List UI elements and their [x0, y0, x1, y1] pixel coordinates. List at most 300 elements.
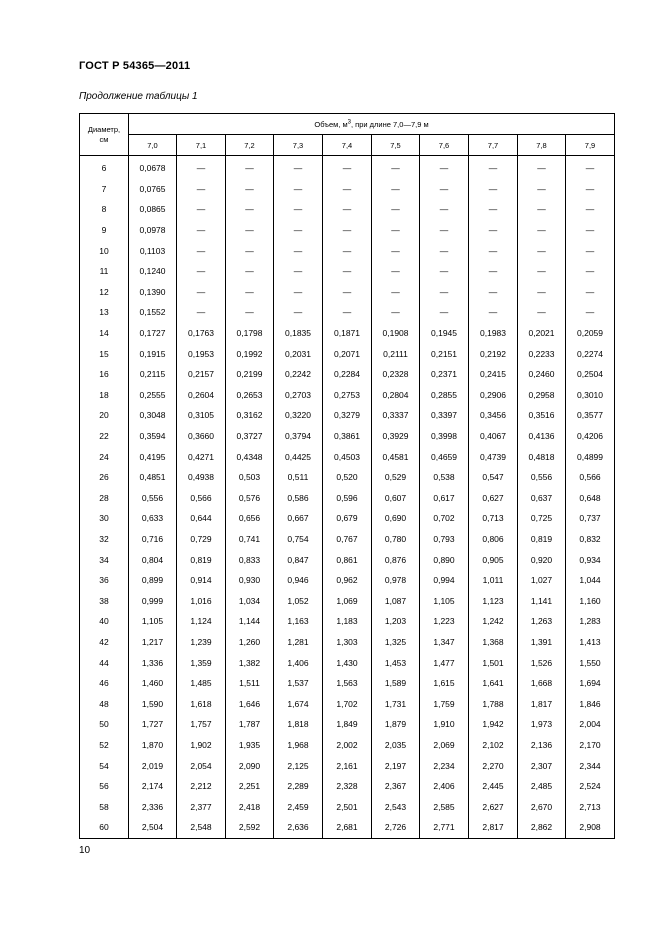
table-row: [80, 776, 615, 797]
diameter-cell: 22: [80, 426, 129, 447]
volume-cell: 0,905: [469, 549, 518, 570]
volume-cell: 0,547: [469, 467, 518, 488]
volume-cell: 0,656: [226, 508, 274, 529]
volume-cell: 0,4581: [372, 446, 420, 467]
volume-cell: 2,627: [469, 796, 518, 817]
volume-cell: 0,994: [420, 570, 469, 591]
volume-cell: 0,1552: [129, 302, 177, 323]
volume-cell: 0,713: [469, 508, 518, 529]
volume-cell: 0,806: [469, 529, 518, 550]
volume-cell: 1,788: [469, 693, 518, 714]
table-row: [80, 323, 615, 344]
volume-cell: 0,4195: [129, 446, 177, 467]
volume-cell: 0,999: [129, 590, 177, 611]
length-header-cell: 7,7: [469, 135, 518, 156]
volume-cell: 0,556: [129, 488, 177, 509]
volume-cell: 2,585: [420, 796, 469, 817]
volume-cell: 1,818: [274, 714, 323, 735]
volume-cell: —: [518, 282, 566, 303]
volume-cell: 0,4271: [177, 446, 226, 467]
table-row: [80, 611, 615, 632]
volume-cell: —: [469, 282, 518, 303]
volume-cell: 1,203: [372, 611, 420, 632]
table-row: [80, 364, 615, 385]
length-header-cell: 7,9: [566, 135, 615, 156]
volume-cell: —: [420, 220, 469, 241]
volume-cell: —: [323, 282, 372, 303]
volume-cell: 2,636: [274, 817, 323, 838]
volume-cell: 0,520: [323, 467, 372, 488]
volume-cell: 2,543: [372, 796, 420, 817]
volume-cell: —: [323, 179, 372, 200]
volume-cell: 0,3456: [469, 405, 518, 426]
volume-cell: 0,934: [566, 549, 615, 570]
volume-cell: 0,3929: [372, 426, 420, 447]
volume-cell: 0,1390: [129, 282, 177, 303]
table-row: [80, 426, 615, 447]
diameter-cell: 9: [80, 220, 129, 241]
volume-cell: 1,849: [323, 714, 372, 735]
volume-cell: 0,2604: [177, 385, 226, 406]
diameter-cell: 24: [80, 446, 129, 467]
table-row: [80, 529, 615, 550]
volume-cell: 1,702: [323, 693, 372, 714]
volume-cell: 2,501: [323, 796, 372, 817]
volume-cell: 0,538: [420, 467, 469, 488]
volume-cell: 1,260: [226, 632, 274, 653]
volume-cell: 0,1983: [469, 323, 518, 344]
volume-cell: —: [469, 240, 518, 261]
length-header-cell: 7,5: [372, 135, 420, 156]
diameter-cell: 32: [80, 529, 129, 550]
volume-cell: 0,1763: [177, 323, 226, 344]
volume-cell: 2,136: [518, 735, 566, 756]
volume-cell: 1,910: [420, 714, 469, 735]
volume-cell: 1,846: [566, 693, 615, 714]
table-row: [80, 385, 615, 406]
volume-cell: 2,197: [372, 755, 420, 776]
volume-cell: —: [420, 156, 469, 179]
volume-cell: —: [566, 220, 615, 241]
volume-cell: 0,1103: [129, 240, 177, 261]
volume-cell: 0,3594: [129, 426, 177, 447]
volume-cell: —: [420, 261, 469, 282]
volume-cell: —: [372, 199, 420, 220]
volume-cell: 2,771: [420, 817, 469, 838]
volume-cell: 2,174: [129, 776, 177, 797]
volume-header-sup: 3: [347, 119, 351, 125]
volume-cell: —: [518, 220, 566, 241]
diameter-header: [80, 114, 129, 156]
volume-cell: 2,592: [226, 817, 274, 838]
table-row: [80, 549, 615, 570]
diameter-cell: 12: [80, 282, 129, 303]
volume-cell: —: [177, 199, 226, 220]
table-row: [80, 570, 615, 591]
volume-cell: 0,1908: [372, 323, 420, 344]
volume-cell: —: [372, 156, 420, 179]
volume-cell: —: [177, 302, 226, 323]
diameter-cell: 42: [80, 632, 129, 653]
volume-cell: 0,930: [226, 570, 274, 591]
table-row: [80, 179, 615, 200]
volume-cell: 0,3861: [323, 426, 372, 447]
volume-cell: 1,759: [420, 693, 469, 714]
volume-cell: —: [226, 199, 274, 220]
volume-cell: 1,618: [177, 693, 226, 714]
volume-cell: 2,908: [566, 817, 615, 838]
volume-cell: 0,962: [323, 570, 372, 591]
volume-cell: 1,141: [518, 590, 566, 611]
volume-cell: 1,263: [518, 611, 566, 632]
volume-cell: —: [566, 282, 615, 303]
volume-cell: 0,3048: [129, 405, 177, 426]
volume-cell: —: [566, 240, 615, 261]
volume-cell: 2,251: [226, 776, 274, 797]
volume-cell: 1,589: [372, 673, 420, 694]
volume-cell: 0,2504: [566, 364, 615, 385]
volume-cell: 1,144: [226, 611, 274, 632]
volume-cell: —: [566, 261, 615, 282]
volume-cell: 2,504: [129, 817, 177, 838]
volume-cell: 0,3727: [226, 426, 274, 447]
volume-cell: 1,052: [274, 590, 323, 611]
volume-cell: 0,725: [518, 508, 566, 529]
volume-cell: 2,336: [129, 796, 177, 817]
volume-cell: —: [274, 220, 323, 241]
volume-cell: 0,3279: [323, 405, 372, 426]
volume-cell: —: [274, 282, 323, 303]
volume-cell: 0,4067: [469, 426, 518, 447]
table-row: [80, 817, 615, 838]
volume-cell: 1,537: [274, 673, 323, 694]
volume-cell: 0,586: [274, 488, 323, 509]
volume-cell: 0,890: [420, 549, 469, 570]
volume-cell: 0,3397: [420, 405, 469, 426]
volume-cell: 2,862: [518, 817, 566, 838]
volume-cell: 0,2958: [518, 385, 566, 406]
volume-cell: 0,914: [177, 570, 226, 591]
volume-cell: —: [469, 199, 518, 220]
volume-cell: 1,727: [129, 714, 177, 735]
volume-cell: —: [226, 282, 274, 303]
volume-cell: 0,920: [518, 549, 566, 570]
volume-cell: 2,054: [177, 755, 226, 776]
table-row: [80, 282, 615, 303]
volume-cell: 1,694: [566, 673, 615, 694]
volume-cell: 1,391: [518, 632, 566, 653]
diameter-cell: 16: [80, 364, 129, 385]
volume-cell: —: [372, 302, 420, 323]
volume-cell: 0,0765: [129, 179, 177, 200]
volume-cell: 2,524: [566, 776, 615, 797]
volume-cell: —: [323, 261, 372, 282]
volume-cell: 1,477: [420, 652, 469, 673]
volume-cell: 0,667: [274, 508, 323, 529]
volume-cell: 1,668: [518, 673, 566, 694]
volume-cell: 0,2242: [274, 364, 323, 385]
volume-cell: 2,090: [226, 755, 274, 776]
volume-cell: 0,0865: [129, 199, 177, 220]
volume-cell: 1,430: [323, 652, 372, 673]
volume-cell: 0,861: [323, 549, 372, 570]
volume-cell: 1,646: [226, 693, 274, 714]
volume-cell: 2,713: [566, 796, 615, 817]
volume-cell: 2,344: [566, 755, 615, 776]
volume-cell: —: [274, 302, 323, 323]
volume-cell: 0,3516: [518, 405, 566, 426]
diameter-cell: 30: [80, 508, 129, 529]
volume-cell: 0,503: [226, 467, 274, 488]
volume-cell: 1,105: [420, 590, 469, 611]
volume-cell: —: [226, 302, 274, 323]
volume-cell: 0,2371: [420, 364, 469, 385]
volume-cell: —: [469, 156, 518, 179]
volume-cell: 1,935: [226, 735, 274, 756]
volume-cell: 1,973: [518, 714, 566, 735]
volume-cell: —: [274, 156, 323, 179]
volume-cell: 0,2233: [518, 343, 566, 364]
volume-cell: —: [372, 240, 420, 261]
volume-cell: 0,4851: [129, 467, 177, 488]
volume-cell: 0,4136: [518, 426, 566, 447]
volume-cell: 1,563: [323, 673, 372, 694]
volume-cell: —: [226, 179, 274, 200]
volume-cell: 2,307: [518, 755, 566, 776]
volume-cell: 1,942: [469, 714, 518, 735]
volume-header: [129, 114, 615, 135]
diameter-cell: 56: [80, 776, 129, 797]
table-row: [80, 632, 615, 653]
volume-cell: 1,124: [177, 611, 226, 632]
volume-cell: 0,3660: [177, 426, 226, 447]
volume-cell: 2,170: [566, 735, 615, 756]
volume-cell: 2,681: [323, 817, 372, 838]
volume-cell: 0,2906: [469, 385, 518, 406]
volume-cell: 0,2021: [518, 323, 566, 344]
table-row: [80, 508, 615, 529]
volume-cell: 1,217: [129, 632, 177, 653]
volume-cell: 0,2703: [274, 385, 323, 406]
volume-cell: 1,590: [129, 693, 177, 714]
volume-cell: 1,242: [469, 611, 518, 632]
volume-cell: 1,283: [566, 611, 615, 632]
volume-cell: 0,0978: [129, 220, 177, 241]
volume-cell: 0,737: [566, 508, 615, 529]
volume-cell: —: [469, 179, 518, 200]
volume-cell: 1,460: [129, 673, 177, 694]
volume-cell: 1,511: [226, 673, 274, 694]
diameter-cell: 40: [80, 611, 129, 632]
volume-cell: 2,069: [420, 735, 469, 756]
volume-cell: 0,633: [129, 508, 177, 529]
volume-cell: 2,161: [323, 755, 372, 776]
volume-cell: —: [372, 261, 420, 282]
volume-cell: 0,1915: [129, 343, 177, 364]
volume-cell: 0,690: [372, 508, 420, 529]
volume-cell: 0,2031: [274, 343, 323, 364]
volume-cell: 0,2284: [323, 364, 372, 385]
volume-cell: 1,087: [372, 590, 420, 611]
volume-cell: —: [566, 156, 615, 179]
diameter-cell: 13: [80, 302, 129, 323]
volume-cell: 0,2192: [469, 343, 518, 364]
document-title: ГОСТ Р 54365—2011: [79, 60, 191, 72]
volume-cell: —: [323, 220, 372, 241]
table-row: [80, 261, 615, 282]
volume-cell: 0,2157: [177, 364, 226, 385]
volume-cell: 1,044: [566, 570, 615, 591]
volume-cell: 2,212: [177, 776, 226, 797]
diameter-cell: 6: [80, 156, 129, 179]
volume-cell: —: [226, 156, 274, 179]
volume-cell: 0,556: [518, 467, 566, 488]
volume-cell: —: [274, 179, 323, 200]
volume-cell: 0,2071: [323, 343, 372, 364]
volume-cell: 0,607: [372, 488, 420, 509]
volume-cell: 1,105: [129, 611, 177, 632]
volume-cell: 2,102: [469, 735, 518, 756]
volume-header-post: , при длине 7,0—7,9 м: [351, 119, 429, 129]
volume-cell: 1,368: [469, 632, 518, 653]
volume-cell: 0,978: [372, 570, 420, 591]
volume-cell: 2,670: [518, 796, 566, 817]
volume-cell: —: [274, 240, 323, 261]
table-row: [80, 735, 615, 756]
volume-cell: 2,817: [469, 817, 518, 838]
volume-cell: —: [469, 302, 518, 323]
volume-cell: 1,674: [274, 693, 323, 714]
table-row: [80, 240, 615, 261]
table-row: [80, 302, 615, 323]
volume-cell: 0,804: [129, 549, 177, 570]
volume-cell: —: [372, 220, 420, 241]
table-row: [80, 755, 615, 776]
volume-cell: 2,270: [469, 755, 518, 776]
volume-cell: 2,726: [372, 817, 420, 838]
volume-cell: —: [226, 220, 274, 241]
length-header-cell: 7,2: [226, 135, 274, 156]
volume-cell: —: [323, 199, 372, 220]
volume-cell: —: [372, 179, 420, 200]
volume-cell: —: [274, 261, 323, 282]
volume-cell: 0,3220: [274, 405, 323, 426]
volume-cell: 0,648: [566, 488, 615, 509]
volume-cell: —: [420, 199, 469, 220]
volume-cell: 0,832: [566, 529, 615, 550]
diameter-cell: 38: [80, 590, 129, 611]
diameter-cell: 36: [80, 570, 129, 591]
volume-cell: 0,729: [177, 529, 226, 550]
volume-cell: —: [518, 179, 566, 200]
volume-cell: 2,004: [566, 714, 615, 735]
volume-cell: 0,637: [518, 488, 566, 509]
volume-cell: 0,4739: [469, 446, 518, 467]
diameter-header-line2: см: [99, 134, 109, 144]
volume-cell: —: [469, 220, 518, 241]
volume-cell: —: [177, 240, 226, 261]
length-header-cell: 7,0: [129, 135, 177, 156]
volume-cell: 0,2274: [566, 343, 615, 364]
volume-cell: 1,027: [518, 570, 566, 591]
table-row: [80, 343, 615, 364]
volume-cell: 2,289: [274, 776, 323, 797]
table-row: [80, 673, 615, 694]
volume-cell: 2,377: [177, 796, 226, 817]
table-row: [80, 714, 615, 735]
diameter-cell: 50: [80, 714, 129, 735]
diameter-cell: 20: [80, 405, 129, 426]
volume-cell: 0,2059: [566, 323, 615, 344]
volume-cell: 2,019: [129, 755, 177, 776]
volume-cell: 1,501: [469, 652, 518, 673]
volume-cell: 0,1945: [420, 323, 469, 344]
volume-cell: 1,016: [177, 590, 226, 611]
volume-cell: 0,576: [226, 488, 274, 509]
volume-cell: 0,819: [177, 549, 226, 570]
volume-cell: 0,2804: [372, 385, 420, 406]
volume-cell: —: [177, 179, 226, 200]
diameter-cell: 8: [80, 199, 129, 220]
volume-cell: 1,485: [177, 673, 226, 694]
volume-cell: 0,566: [566, 467, 615, 488]
table-row: [80, 446, 615, 467]
diameter-cell: 15: [80, 343, 129, 364]
volume-cell: 1,406: [274, 652, 323, 673]
volume-cell: —: [274, 199, 323, 220]
diameter-cell: 10: [80, 240, 129, 261]
volume-cell: 1,034: [226, 590, 274, 611]
volume-cell: —: [323, 240, 372, 261]
volume-cell: 1,879: [372, 714, 420, 735]
diameter-cell: 34: [80, 549, 129, 570]
diameter-cell: 11: [80, 261, 129, 282]
volume-cell: 0,4899: [566, 446, 615, 467]
volume-cell: 0,833: [226, 549, 274, 570]
volume-cell: 2,328: [323, 776, 372, 797]
volume-cell: 0,3998: [420, 426, 469, 447]
volume-cell: 0,793: [420, 529, 469, 550]
volume-cell: 2,418: [226, 796, 274, 817]
volume-cell: 2,548: [177, 817, 226, 838]
volume-cell: 0,741: [226, 529, 274, 550]
volume-cell: 0,2460: [518, 364, 566, 385]
diameter-cell: 28: [80, 488, 129, 509]
volume-cell: 0,2653: [226, 385, 274, 406]
diameter-cell: 58: [80, 796, 129, 817]
volume-cell: 0,1953: [177, 343, 226, 364]
volume-cell: 0,899: [129, 570, 177, 591]
volume-cell: 0,847: [274, 549, 323, 570]
table-row: [80, 156, 615, 179]
volume-cell: 0,1798: [226, 323, 274, 344]
volume-cell: —: [518, 261, 566, 282]
volume-cell: 1,641: [469, 673, 518, 694]
table-row: [80, 652, 615, 673]
diameter-cell: 60: [80, 817, 129, 838]
volume-cell: 0,3577: [566, 405, 615, 426]
volume-cell: —: [372, 282, 420, 303]
volume-cell: 0,767: [323, 529, 372, 550]
diameter-cell: 14: [80, 323, 129, 344]
volume-cell: 0,819: [518, 529, 566, 550]
volume-cell: 0,627: [469, 488, 518, 509]
volume-cell: 1,069: [323, 590, 372, 611]
volume-cell: 1,817: [518, 693, 566, 714]
table-row: [80, 199, 615, 220]
table-caption: Продолжение таблицы 1: [79, 91, 198, 102]
volume-cell: 0,3162: [226, 405, 274, 426]
